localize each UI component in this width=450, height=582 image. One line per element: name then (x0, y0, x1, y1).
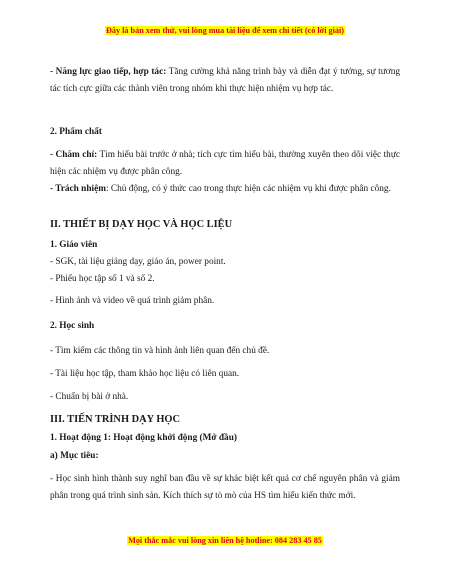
heading-qualities: 2. Phẩm chất (50, 127, 102, 137)
list-item: - SGK, tài liệu giảng dạy, giáo án, power point. (50, 257, 226, 267)
lead-communication: - Năng lực giao tiếp, hợp tác: (50, 67, 167, 77)
list-item: - Phiếu học tập số 1 và số 2. (50, 274, 155, 284)
text-communication: Tăng cường khả năng trình bày và diễn đạt ý tưởng, sự tương tác tích cực giữa các thành viên trong nhóm khi thực hiện nhiệm vụ hợp tác. (50, 67, 400, 94)
list-item: - Tài liệu học tập, tham khảo học liệu có liên quan. (50, 369, 240, 379)
paragraph-diligence (50, 147, 400, 180)
heading-objective: a) Mục tiêu: (50, 451, 99, 461)
lead-responsibility: - Trách nhiệm (50, 184, 106, 194)
heading-equipment: II. THIẾT BỊ DẠY HỌC VÀ HỌC LIỆU (50, 219, 233, 230)
paragraph-responsibility (50, 181, 400, 198)
preview-notice-text: Đây là bản xem thử, vui lòng mua tài liệu để xem chi tiết (có lời giải) (105, 26, 344, 35)
hotline-notice-text: Mọi thắc mắc vui lòng xin liên hệ hotline: 084 283 45 85 (128, 536, 322, 545)
list-item: - Chuẩn bị bài ở nhà. (50, 392, 129, 402)
heading-teacher: 1. Giáo viên (50, 240, 98, 250)
heading-process: III. TIẾN TRÌNH DẠY HỌC (50, 414, 181, 425)
heading-student: 2. Học sinh (50, 321, 95, 331)
list-item: - Tìm kiếm các thông tin và hình ảnh liên quan đến chủ đề. (50, 346, 270, 356)
lead-diligence: - Chăm chỉ: (50, 150, 98, 160)
preview-notice (0, 26, 450, 35)
list-item: - Hình ảnh và video về quá trình giảm phân. (50, 296, 215, 306)
heading-activity-1: 1. Hoạt động 1: Hoạt động khởi động (Mở đầu) (50, 433, 237, 443)
paragraph-communication (50, 64, 400, 97)
text-diligence: Tìm hiểu bài trước ở nhà; tích cực tìm hiểu bài, thường xuyên theo dõi việc thực hiện các nhiệm vụ được phân công. (50, 150, 400, 177)
text-responsibility: : Chủ động, có ý thức cao trong thực hiện các nhiệm vụ khi được phân công. (105, 184, 391, 194)
hotline-notice (0, 536, 450, 545)
paragraph-objective: - Học sinh hình thành suy nghĩ ban đầu về sự khác biệt kết quả cơ chế nguyên phân và giảm phân trong quá trình sinh sản. Kích thích sự tò mò của HS tìm hiểu kiến thức mới. (50, 474, 400, 501)
